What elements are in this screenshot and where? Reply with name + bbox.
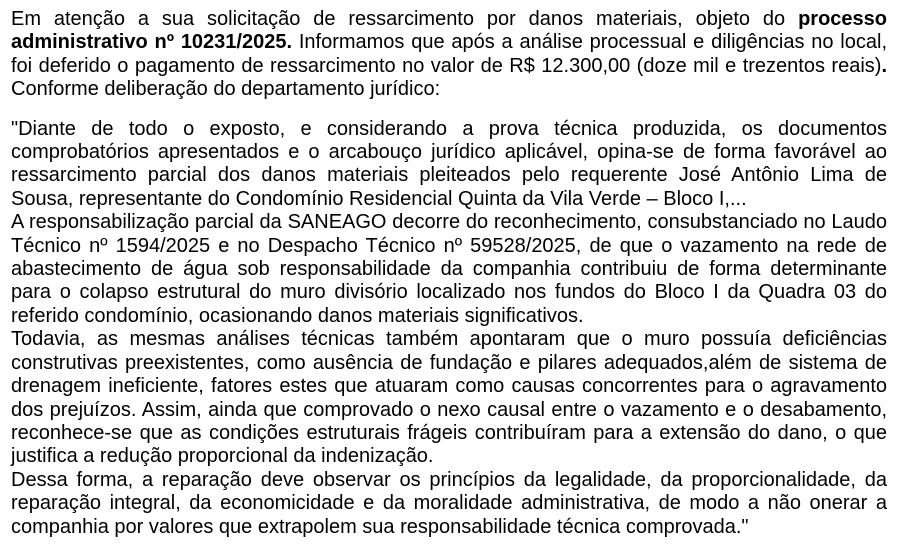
text-segment-bold: . xyxy=(881,54,887,77)
text-segment-bold: processo administrativo nº 10231/2025. xyxy=(11,8,887,54)
text-segment: "Diante de todo o exposto, e considerando a prova técnica produzida, os documentos comprobatórios apresentados e o arcabouço jurídico aplicável, opina-se de forma favorável ao ressarcimento parcial dos danos materiais pleiteados pelo requerente José Antônio Lima de Sousa, representante do Condomínio Residencial Quinta da Vila Verde – Bloco I,... xyxy=(11,117,887,210)
paragraph-intro xyxy=(11,8,887,102)
text-segment: Dessa forma, a reparação deve observar os princípios da legalidade, da proporcionalidade, da reparação integral, da economicidade e da moralidade administrativa, de modo a não onerar a companhia por valores que extrapolem sua responsabilidade técnica comprovada." xyxy=(11,468,887,538)
text-segment: Informamos que após a análise processual e diligências no local, foi deferido o pagamento de ressarcimento no valor de R$ 12.300,00 (doze mil e trezentos reais) xyxy=(11,31,888,77)
text-segment: Conforme deliberação do departamento jurídico: xyxy=(11,78,441,101)
paragraph-quote-concurrent-causes xyxy=(11,328,887,468)
paragraph-quote-opinion xyxy=(11,118,887,212)
paragraph-quote-liability xyxy=(11,211,887,328)
paragraph-quote-principles xyxy=(11,469,887,539)
text-segment: Em atenção a sua solicitação de ressarcimento por danos materiais, objeto do xyxy=(11,8,799,30)
text-segment: A responsabilização parcial da SANEAGO decorre do reconhecimento, consubstanciado no Laudo Técnico nº 1594/2025 e no Despacho Técnico nº 59528/2025, de que o vazamento na rede de abastecimento de água sob responsabilidade da companhia contribuiu de forma determinante para o colapso estrutural do muro divisório localizado nos fundos do Bloco I da Quadra 03 do referido condomínio, ocasionando danos materiais significativos. xyxy=(11,211,887,327)
text-segment: Todavia, as mesmas análises técnicas também apontaram que o muro possuía deficiências construtivas preexistentes, como ausência de fundação e pilares adequados,além de sistema de drenagem ineficiente, fatores estes que atuaram como causas concorrentes para o agravamento dos prejuízos. Assim, ainda que comprovado o nexo causal entre o vazamento e o desabamento, reconhece-se que as condições estruturais frágeis contribuíram para a extensão do dano, o que justifica a redução proporcional da indenização. xyxy=(11,328,887,468)
